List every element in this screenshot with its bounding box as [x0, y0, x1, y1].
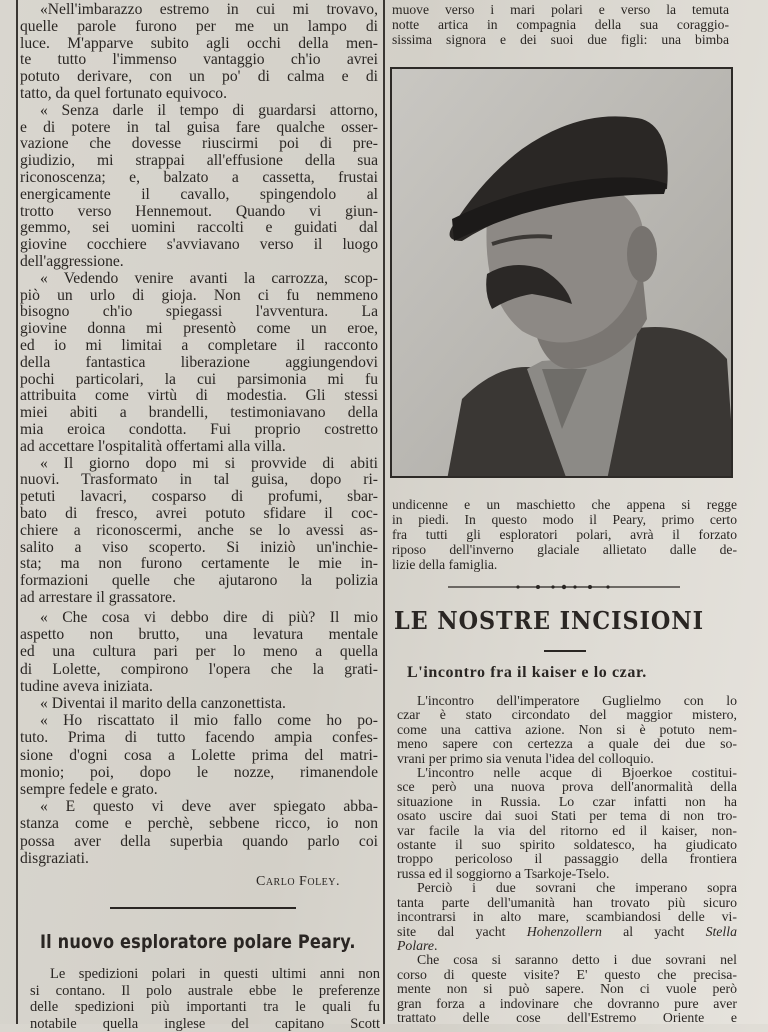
text-line: Che cosa si saranno detto i due sovrani nel [397, 953, 737, 967]
text-line: bato di fresco, avrei potuto sfidare il coc- [20, 506, 378, 523]
heading-underline [544, 650, 586, 652]
text-line: possa aver della superbia quando parlo coi [20, 833, 378, 850]
text-line: Perciò i due sovrani che imperano sopra [397, 881, 737, 895]
text-line: muove verso i mari polari e verso la temuta [392, 2, 729, 17]
text-line: « Ho riscattato il mio fallo come ho po- [20, 712, 378, 729]
text-line: formazioni quelle che ajutarono la polizia [20, 573, 378, 590]
text-line: lizie della famiglia. [392, 557, 737, 572]
text-line: dell'aggressione. [20, 254, 378, 271]
portrait-photo-peary [390, 67, 733, 478]
author-signature: Carlo Foley. [256, 874, 340, 890]
text-line: L'incontro dell'imperatore Guglielmo con lo [397, 694, 737, 708]
section-heading: LE NOSTRE INCISIONI [394, 606, 704, 636]
text-line: monio; poi, dopo le nozze, rimanendole [20, 764, 378, 781]
text-line: sissima signora e dei suoi due figli: una bimba [392, 32, 729, 47]
text-line: stanza come e perchè, sebbene ricco, io non [20, 815, 378, 832]
text-line: gran forza a indovinare che dovranno pure aver [397, 997, 737, 1011]
text-line: tanta parte dell'umanità han trovato più sicuro [397, 896, 737, 910]
text-line: giovine cocchiere s'avviavano verso il luogo [20, 237, 378, 254]
text-line: di Lolette, compirono l'opera che la grati- [20, 661, 378, 678]
text-line: «Nell'imbarazzo estremo in cui mi trovavo, [20, 2, 378, 19]
text-line: energicamente il cavallo, spingendolo al [20, 187, 378, 204]
text-line: disgraziati. [20, 850, 378, 867]
text-line: giudizio, mi strappai all'effusione della sua [20, 153, 378, 170]
text-line: « E questo vi deve aver spiegato abba- [20, 798, 378, 815]
text-line: czar è stato circondato del maggior mistero, [397, 708, 737, 722]
text-line: si contano. Il polo australe ebbe le preferenze [30, 983, 380, 1000]
text-line: delle spedizioni più importanti tra le quali fu [30, 999, 380, 1016]
text-line: troppo pericoloso il passaggio della frontiera [397, 852, 737, 866]
text-line: L'incontro nelle acque di Bjoerkoe costitui- [397, 766, 737, 780]
peary-article-text [30, 966, 380, 1032]
text-line: « Che cosa vi debbo dire di più? Il mio [20, 609, 378, 626]
text-line: site dal yacht Hohenzollern al yacht Stella [397, 925, 737, 939]
text-line: della fantastica liberazione aggiungendovi [20, 355, 378, 372]
text-line: corso di queste visite? E' questo che precisa- [397, 968, 737, 982]
text-line: chiere a riconoscermi, anche se lo avessi as- [20, 523, 378, 540]
text-line: in piedi. In questo modo il Peary, primo certo [392, 512, 737, 527]
text-line: luce. M'apparve subito agli occhi della men- [20, 36, 378, 53]
text-line: sce però una nuova prova dell'anormalità della [397, 780, 737, 794]
text-line: gemmo, sei uomini raccolti e guidati dal [20, 220, 378, 237]
text-line: te tutto l'immenso vantaggio ch'io avrei [20, 52, 378, 69]
story-text-part-2 [20, 609, 378, 867]
peary-article-heading: Il nuovo esploratore polare Peary. [40, 930, 356, 954]
text-line: miei abiti a brandelli, testimoniavano della [20, 405, 378, 422]
text-line: riconoscenza; e, balzato a cassetta, frustai [20, 170, 378, 187]
text-line: come una cattiva azione. Non si è potuto nem- [397, 723, 737, 737]
peary-article-ending-text [392, 497, 737, 572]
column-rule-left [16, 0, 18, 1024]
text-line: ad accettare l'ospitalità offertami alla villa. [20, 439, 378, 456]
text-line: situazione in Russia. Lo czar infatti non ha [397, 795, 737, 809]
text-line: ed una cultura pari per lo meno a quella [20, 643, 378, 660]
kaiser-czar-article-text [397, 694, 737, 1025]
text-line: petuti lavacri, cosparso di profumi, sbar- [20, 489, 378, 506]
text-line: fra tutti gli esploratori polari, avrà il forzato [392, 527, 737, 542]
text-line: tudine aveva iniziata. [20, 678, 378, 695]
text-line: sta; ma non furono certamente le mie in- [20, 556, 378, 573]
text-line: giovine donna mi presentò come un eroe, [20, 321, 378, 338]
text-line: mia eroica condotta. Fui proprio costretto [20, 422, 378, 439]
text-line: vazione che dovesse riuscirmi poi di pre- [20, 136, 378, 153]
text-line: ad arrestare il grassatore. [20, 590, 378, 607]
text-line: « Diventai il marito della canzonettista. [20, 695, 378, 712]
text-line: Polare. [397, 939, 737, 953]
column-rule-middle [383, 0, 385, 1024]
text-line: tatto, da quel fortunato equivoco. [20, 86, 378, 103]
text-line: « Il giorno dopo mi si provvide di abiti [20, 456, 378, 473]
text-line: meno sapere con certezza a quale dei due so- [397, 737, 737, 751]
text-line: osato uscire dai suoi Stati per tema di non tro- [397, 809, 737, 823]
text-line: « Senza darle il tempo di guardarsi attorno, [20, 103, 378, 120]
text-line: quelle parole furono per me un lampo di [20, 19, 378, 36]
text-line: riposo dell'inverno glaciale allietato dalle de- [392, 542, 737, 557]
text-line: aspetto non brutto, una levatura mentale [20, 626, 378, 643]
peary-article-continued-text [392, 2, 729, 47]
text-line: nuovi. Trasformato in tal guisa, dopo ri- [20, 472, 378, 489]
text-line: mente non si può sapere. Non ci vuole però [397, 982, 737, 996]
text-line: sempre fedele e grato. [20, 781, 378, 798]
text-line: notabile quella inglese del capitano Scott [30, 1016, 380, 1032]
text-line: vrani per primo sia venuta l'idea del colloquio. [397, 752, 737, 766]
text-line: incontrarsi in alto mare, scambiandosi delle vi- [397, 910, 737, 924]
text-line: attribuita come virtù di modestia. Gli stessi [20, 388, 378, 405]
text-line: Le spedizioni polari in questi ultimi anni non [30, 966, 380, 983]
text-line: ed io mi limitai a completare il racconto [20, 338, 378, 355]
text-line: trotto verso Hennemout. Quando vi giun- [20, 204, 378, 221]
story-text-part-1 [20, 2, 378, 607]
text-line: var facile la via del ritorno ed il kaiser, non- [397, 824, 737, 838]
text-line: piò un urlo di gioja. Non ci fu nemmeno [20, 288, 378, 305]
text-line: trattato delle cose dell'Estremo Oriente e [397, 1011, 737, 1025]
text-line: notte artica in compagnia della sua coraggio- [392, 17, 729, 32]
article-heading: L'incontro fra il kaiser e lo czar. [407, 663, 647, 683]
text-line: bisogno ch'io spiegassi l'avventura. La [20, 304, 378, 321]
text-line: « Vedendo venire avanti la carrozza, scop- [20, 271, 378, 288]
text-line: salito a viso scoperto. Si iniziò un'inchie- [20, 540, 378, 557]
section-divider [110, 907, 296, 909]
text-line: tuto. Prima di tutto facendo ampia confes- [20, 729, 378, 746]
text-line: pochi particolari, la cui parsimonia mi fu [20, 372, 378, 389]
portrait-illustration [392, 69, 733, 478]
text-line: russa ed il soggiorno a Tsarkoje-Tselo. [397, 867, 737, 881]
text-line: potuto derivare, con un po' di calma e di [20, 69, 378, 86]
text-line: ostante il suo spirito soldatesco, ha giudicato [397, 838, 737, 852]
text-line: sione d'ogni cosa a Lolette prima del matri- [20, 747, 378, 764]
text-line: e di potere in tal guisa fare qualche osser- [20, 120, 378, 137]
text-line: undicenne e un maschietto che appena si regge [392, 497, 737, 512]
ornamental-divider [448, 584, 680, 590]
